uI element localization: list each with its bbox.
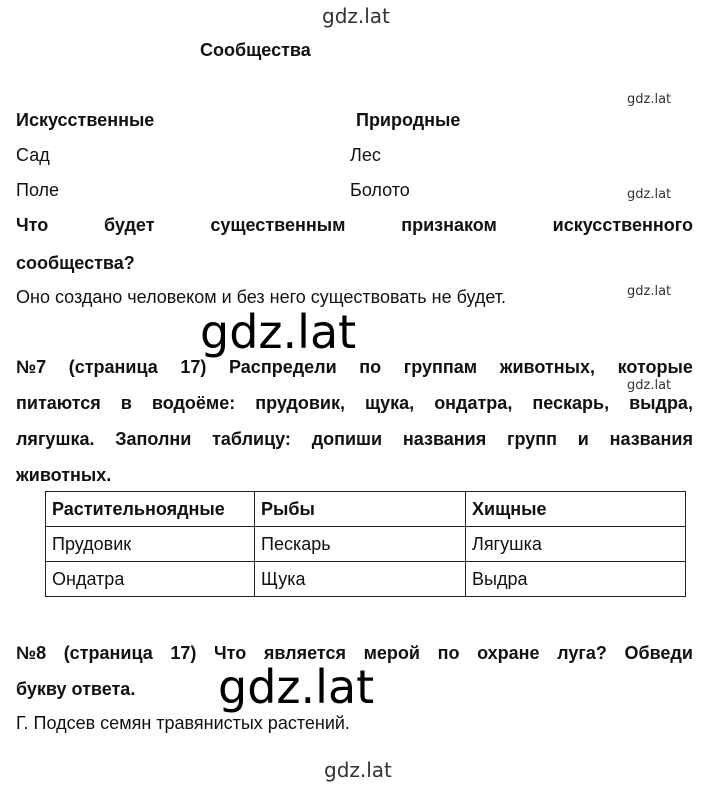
natural-item: Лес bbox=[350, 145, 381, 165]
word: щука, bbox=[364, 393, 415, 413]
artificial-item: Сад bbox=[16, 145, 50, 165]
table-row bbox=[46, 527, 686, 562]
table-cell: Пескарь bbox=[255, 527, 466, 562]
word: является bbox=[263, 643, 346, 663]
watermark-big: gdz.lat bbox=[196, 309, 360, 355]
table-cell: Прудовик bbox=[46, 527, 255, 562]
word: допиши bbox=[311, 429, 383, 449]
column-header-artificial: Искусственные bbox=[16, 110, 155, 130]
word: группам bbox=[403, 357, 478, 377]
word: пескарь, bbox=[532, 393, 610, 413]
word: искусственного bbox=[552, 215, 693, 235]
word: по bbox=[437, 643, 460, 663]
table-header-cell: Хищные bbox=[466, 492, 686, 527]
word: луга? bbox=[557, 643, 607, 663]
task7-line bbox=[16, 429, 693, 450]
watermark-big: gdz.lat bbox=[214, 664, 378, 710]
word: названия bbox=[609, 429, 693, 449]
task8-line-end: букву ответа. bbox=[16, 679, 136, 699]
table-cell: Щука bbox=[255, 562, 466, 597]
table-cell: Выдра bbox=[466, 562, 686, 597]
word: питаются bbox=[16, 393, 101, 413]
section-title: Сообщества bbox=[200, 40, 311, 60]
word: лягушка. bbox=[16, 429, 95, 449]
watermark-top: gdz.lat bbox=[322, 4, 390, 28]
question-line bbox=[16, 215, 693, 236]
word: (страница bbox=[68, 357, 158, 377]
word: Заполни bbox=[115, 429, 192, 449]
word: водоёме: bbox=[151, 393, 236, 413]
word: признаком bbox=[401, 215, 497, 235]
table-header-cell: Рыбы bbox=[255, 492, 466, 527]
watermark-small: gdz.lat bbox=[627, 187, 672, 202]
word: 17) bbox=[170, 643, 197, 663]
word: таблицу: bbox=[212, 429, 291, 449]
column-header-natural: Природные bbox=[356, 110, 461, 130]
answer-text: Оно создано человеком и без него существовать не будет. bbox=[16, 287, 507, 307]
word: животных, bbox=[499, 357, 596, 377]
word: №7 bbox=[16, 357, 47, 377]
word: (страница bbox=[63, 643, 153, 663]
word: и bbox=[577, 429, 589, 449]
word: №8 bbox=[16, 643, 47, 663]
word: 17) bbox=[180, 357, 207, 377]
natural-item: Болото bbox=[350, 180, 410, 200]
word: мерой bbox=[363, 643, 420, 663]
task7-line-end: животных. bbox=[16, 465, 112, 485]
task7-line bbox=[16, 357, 693, 378]
task8-answer: Г. Подсев семян травянистых растений. bbox=[16, 713, 350, 733]
word: которые bbox=[617, 357, 693, 377]
question-line-end: сообщества? bbox=[16, 253, 135, 273]
table-header-row bbox=[46, 492, 686, 527]
word: по bbox=[359, 357, 382, 377]
word: Что bbox=[16, 215, 49, 235]
watermark-small: gdz.lat bbox=[627, 378, 672, 393]
word: Распредели bbox=[229, 357, 337, 377]
word: Что bbox=[213, 643, 247, 663]
watermark-bottom: gdz.lat bbox=[324, 758, 392, 782]
watermark-small: gdz.lat bbox=[627, 284, 672, 299]
word: будет bbox=[104, 215, 155, 235]
word: ондатра, bbox=[434, 393, 513, 413]
task7-line bbox=[16, 393, 693, 414]
table-cell: Лягушка bbox=[466, 527, 686, 562]
word: прудовик, bbox=[255, 393, 345, 413]
word: существенным bbox=[210, 215, 346, 235]
word: в bbox=[120, 393, 132, 413]
word: групп bbox=[507, 429, 558, 449]
animals-table bbox=[45, 491, 686, 597]
watermark-small: gdz.lat bbox=[627, 92, 672, 107]
word: выдра, bbox=[629, 393, 693, 413]
word: названия bbox=[402, 429, 487, 449]
table-row bbox=[46, 562, 686, 597]
artificial-item: Поле bbox=[16, 180, 60, 200]
word: охране bbox=[477, 643, 540, 663]
table-header-cell: Растительноядные bbox=[46, 492, 255, 527]
table-cell: Ондатра bbox=[46, 562, 255, 597]
word: Обведи bbox=[624, 643, 693, 663]
